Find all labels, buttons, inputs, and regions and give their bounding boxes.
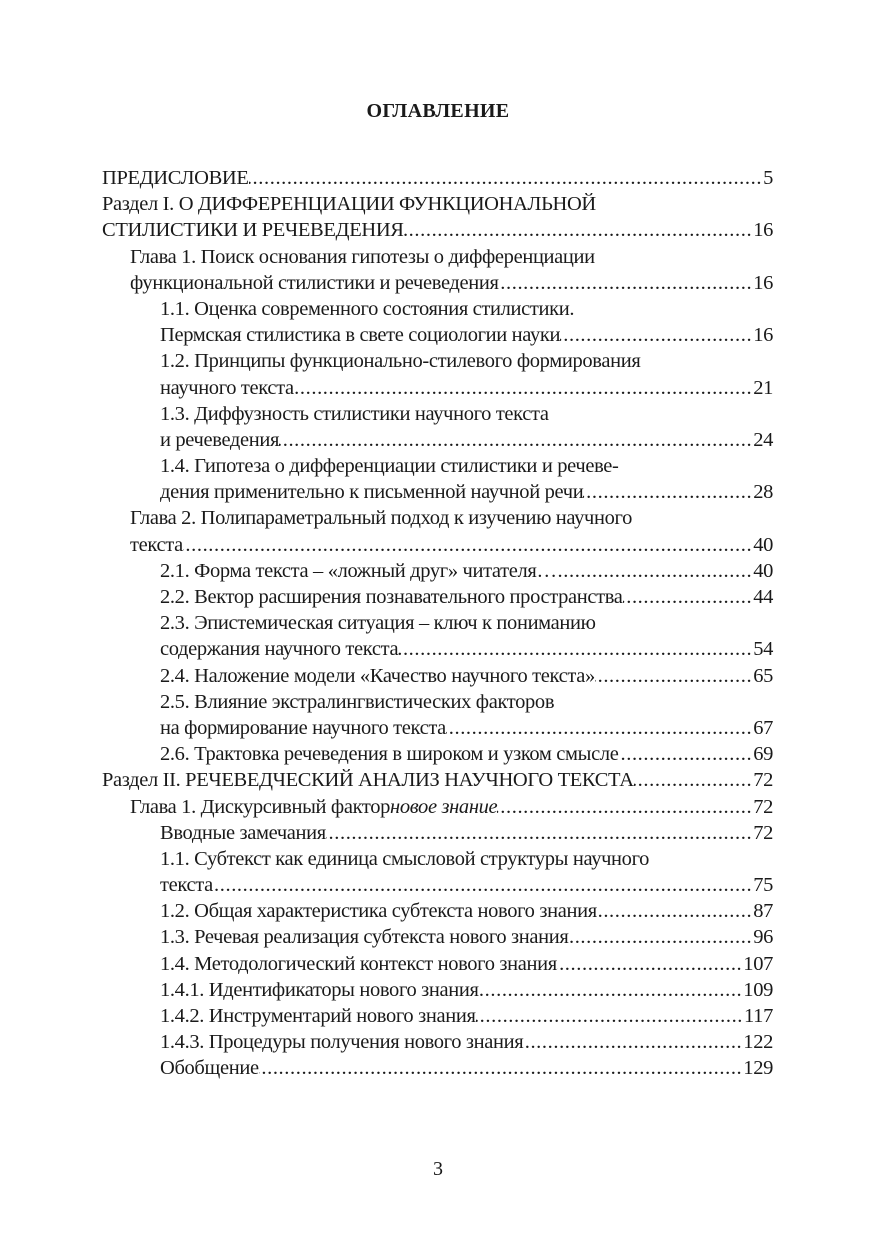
toc-entry-line — [102, 663, 773, 689]
leader-dots — [634, 767, 754, 793]
toc-entry[interactable] — [102, 401, 773, 453]
toc-entry-page: 16 — [753, 271, 773, 294]
leader-dots — [259, 1055, 744, 1081]
leader-dots — [619, 741, 754, 767]
toc-entry-title: дения применительно к письменной научной речи — [160, 481, 584, 504]
leader-dots — [557, 951, 743, 977]
toc-entry-title: 1.4.3. Процедуры получения нового знания — [160, 1031, 524, 1054]
toc-entry-line — [102, 898, 773, 924]
leader-dots — [497, 794, 753, 820]
toc-entry-title: Глава 2. Полипараметральный подход к изучению научного — [130, 507, 632, 530]
leader-dots — [404, 217, 754, 243]
toc-entry-title: 2.6. Трактовка речеведения в широком и узком смысле — [160, 743, 619, 766]
toc-entry-title: содержания научного текста — [160, 638, 399, 661]
page-title: ОГЛАВЛЕНИЕ — [366, 100, 510, 122]
leader-dots — [583, 479, 753, 505]
toc-entry[interactable] — [102, 977, 773, 1003]
toc-entry[interactable] — [102, 505, 773, 557]
toc-entry-page: 5 — [763, 167, 773, 189]
toc-entry-title: Раздел II. РЕЧЕВЕДЧЕСКИЙ АНАЛИЗ НАУЧНОГО ТЕКСТА — [102, 769, 634, 792]
toc-entry[interactable] — [102, 558, 773, 584]
toc-entry-title: научного текста — [160, 376, 294, 399]
toc-entry[interactable] — [102, 1003, 773, 1029]
toc-entry-page: 40 — [753, 559, 773, 582]
toc-entry[interactable] — [102, 165, 773, 191]
leader-dots — [479, 977, 744, 1003]
toc-entry[interactable] — [102, 794, 773, 820]
toc-entry-line — [102, 244, 773, 270]
toc-entry-title: 1.3. Диффузность стилистики научного текста — [160, 402, 549, 425]
toc-entry-title: 1.4. Методологический контекст нового знания — [160, 952, 557, 975]
toc-entry-line — [102, 401, 773, 427]
toc-entry-line — [102, 427, 773, 453]
toc-entry-title: функциональной стилистики и речеведения — [130, 271, 499, 294]
leader-dots — [499, 270, 754, 296]
toc-entry[interactable] — [102, 663, 773, 689]
toc-entry-page: 117 — [744, 1005, 773, 1027]
toc-entry-line — [102, 636, 773, 662]
toc-entry-line — [102, 453, 773, 479]
toc-entry-line — [102, 584, 773, 610]
toc-entry-title: 1.1. Субтекст как единица смысловой структуры научного — [160, 847, 650, 870]
toc-entry[interactable] — [102, 741, 773, 767]
toc-entry-line — [102, 767, 773, 793]
toc-entry-title: текста — [160, 874, 213, 897]
toc-entry[interactable] — [102, 244, 773, 296]
table-of-contents — [102, 165, 773, 1082]
toc-entry-line — [102, 165, 773, 191]
toc-entry-line — [102, 479, 773, 505]
leader-dots — [476, 1003, 745, 1029]
leader-dots — [595, 663, 753, 689]
toc-entry[interactable] — [102, 924, 773, 950]
toc-entry[interactable] — [102, 846, 773, 898]
toc-entry-page: 40 — [753, 533, 773, 556]
toc-entry-title: 2.3. Эпистемическая ситуация – ключ к пониманию — [160, 612, 596, 635]
toc-entry-title: 1.2. Общая характеристика субтекста нового знания — [160, 900, 597, 923]
toc-entry[interactable] — [102, 610, 773, 662]
toc-entry[interactable] — [102, 453, 773, 505]
toc-entry-title: Пермская стилистика в свете социологии науки — [160, 324, 561, 347]
toc-entry[interactable] — [102, 898, 773, 924]
toc-entry-line — [102, 1055, 773, 1081]
toc-entry-title: на формирование научного текста — [160, 716, 446, 739]
toc-entry-line — [102, 217, 773, 243]
toc-entry-title-italic: новое знание — [390, 795, 498, 818]
toc-entry-page: 122 — [743, 1031, 773, 1054]
toc-entry-title: 1.3. Речевая реализация субтекста нового знания — [160, 926, 569, 949]
toc-entry-title: Глава 1. Поиск основания гипотезы о дифференциации — [130, 245, 595, 268]
leader-dots — [183, 532, 753, 558]
toc-entry-page: 69 — [753, 743, 773, 766]
toc-entry-page: 72 — [753, 795, 773, 818]
leader-dots — [294, 375, 753, 401]
toc-entry[interactable] — [102, 1055, 773, 1081]
toc-entry-page: 107 — [743, 952, 773, 975]
toc-entry-title: Вводные замечания — [160, 821, 326, 844]
toc-entry-page: 67 — [753, 716, 773, 739]
toc-entry-line — [102, 794, 773, 820]
toc-entry-title: текста — [130, 533, 183, 556]
toc-entry-title: ПРЕДИСЛОВИЕ — [102, 167, 249, 189]
page-number: 3 — [433, 1158, 443, 1180]
toc-entry-page: 87 — [753, 900, 773, 923]
toc-entry-title: 1.2. Принципы функционально-стилевого формирования — [160, 350, 641, 373]
toc-entry[interactable] — [102, 820, 773, 846]
leader-dots — [398, 636, 753, 662]
toc-entry-line — [102, 296, 773, 322]
toc-entry-page: 28 — [753, 481, 773, 504]
toc-entry-page: 16 — [753, 219, 773, 242]
toc-entry-title: 1.4. Гипотеза о дифференциации стилистики и речеве- — [160, 455, 619, 478]
toc-entry-page: 44 — [753, 586, 773, 608]
toc-entry-line — [102, 741, 773, 767]
leader-dots — [569, 924, 754, 950]
toc-entry-line — [102, 872, 773, 898]
toc-entry-title: 1.4.1. Идентификаторы нового знания — [160, 978, 479, 1001]
toc-entry-page: 21 — [753, 376, 773, 399]
toc-entry-line — [102, 951, 773, 977]
toc-entry-title: Раздел I. О ДИФФЕРЕНЦИАЦИИ ФУНКЦИОНАЛЬНОЙ — [102, 193, 596, 216]
toc-entry-line — [102, 348, 773, 374]
leader-dots — [249, 165, 764, 191]
toc-entry[interactable] — [102, 1029, 773, 1055]
toc-entry-page: 129 — [743, 1057, 773, 1080]
toc-entry-title: 2.5. Влияние экстралингвистических факторов — [160, 690, 555, 713]
toc-entry-title: 2.1. Форма текста – «ложный друг» читателя… — [160, 559, 557, 582]
leader-dots — [523, 1029, 743, 1055]
toc-entry-line — [102, 977, 773, 1003]
toc-entry[interactable] — [102, 584, 773, 610]
toc-entry-title: 2.4. Наложение модели «Качество научного текста» — [160, 664, 595, 687]
toc-entry-line — [102, 689, 773, 715]
leader-dots — [557, 558, 754, 584]
toc-entry-page: 109 — [743, 978, 773, 1001]
leader-dots — [623, 584, 754, 610]
toc-entry[interactable] — [102, 296, 773, 348]
toc-entry[interactable] — [102, 951, 773, 977]
toc-entry[interactable] — [102, 191, 773, 243]
toc-entry-title: 2.2. Вектор расширения познавательного пространства — [160, 586, 623, 608]
toc-entry-page: 65 — [753, 664, 773, 687]
toc-entry-line — [102, 505, 773, 531]
toc-entry-page: 72 — [753, 821, 773, 844]
toc-entry-line — [102, 610, 773, 636]
toc-entry-title: 1.1. Оценка современного состояния стилистики. — [160, 297, 575, 320]
toc-entry-page: 72 — [753, 769, 773, 792]
toc-entry-line — [102, 820, 773, 846]
toc-entry-page: 54 — [753, 638, 773, 661]
toc-entry-line — [102, 322, 773, 348]
toc-entry-line — [102, 532, 773, 558]
toc-entry-title: 1.4.2. Инструментарий нового знания — [160, 1005, 476, 1027]
leader-dots — [597, 898, 753, 924]
toc-entry-title: СТИЛИСТИКИ И РЕЧЕВЕДЕНИЯ — [102, 219, 404, 242]
toc-entry-page: 75 — [753, 874, 773, 897]
toc-entry-page: 24 — [753, 428, 773, 451]
toc-entry-title: Обобщение — [160, 1057, 259, 1080]
toc-entry[interactable] — [102, 689, 773, 741]
toc-entry-line — [102, 375, 773, 401]
toc-entry-line — [102, 270, 773, 296]
leader-dots — [446, 715, 753, 741]
toc-entry-page: 96 — [753, 926, 773, 949]
toc-entry[interactable] — [102, 767, 773, 793]
toc-entry-title: и речеведения — [160, 428, 280, 451]
toc-entry-line — [102, 924, 773, 950]
toc-entry-line — [102, 1029, 773, 1055]
toc-entry-line — [102, 191, 773, 217]
toc-entry-page: 16 — [753, 324, 773, 347]
toc-entry-title: Глава 1. Дискурсивный фактор — [130, 795, 391, 818]
toc-entry-line — [102, 715, 773, 741]
toc-entry-line — [102, 558, 773, 584]
toc-entry[interactable] — [102, 348, 773, 400]
leader-dots — [279, 427, 753, 453]
toc-entry-line — [102, 846, 773, 872]
toc-entry-line — [102, 1003, 773, 1029]
leader-dots — [326, 820, 753, 846]
leader-dots — [560, 322, 753, 348]
leader-dots — [213, 872, 753, 898]
